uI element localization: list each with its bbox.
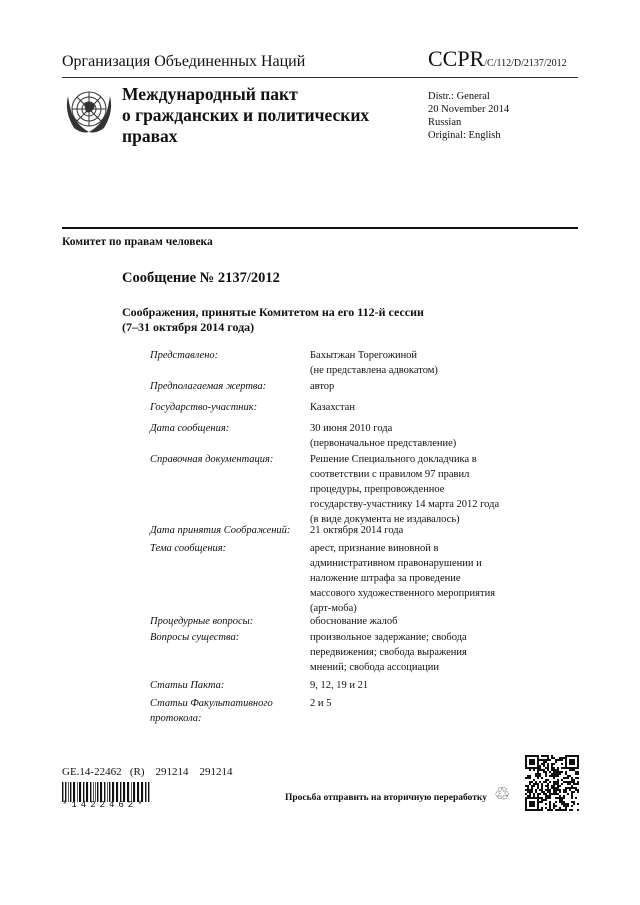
- qr-code-icon: [525, 755, 579, 811]
- detail-value-line: соответствии с правилом 97 правил: [310, 469, 470, 480]
- detail-value: [310, 614, 540, 629]
- detail-value-line: автор: [310, 381, 335, 392]
- barcode-number: *1422462*: [62, 800, 147, 810]
- detail-value: [310, 541, 540, 616]
- detail-value-line: мнений; свобода ассоциации: [310, 662, 440, 673]
- detail-value: [310, 348, 540, 378]
- title-line: о гражданских и политических: [122, 105, 370, 125]
- detail-value-line: арест, признание виновной в: [310, 543, 439, 554]
- detail-value-line: Бахытжан Торегожиной: [310, 350, 418, 361]
- section-rule: [62, 227, 578, 229]
- detail-label: Статьи Пакта:: [150, 680, 225, 691]
- date-line: 20 November 2014: [428, 104, 510, 115]
- recycle-icon: ♲: [494, 784, 511, 804]
- detail-value-line: административном правонарушении и: [310, 558, 482, 569]
- committee-name: Комитет по правам человека: [62, 236, 213, 248]
- detail-value-line: Решение Специального докладчика в: [310, 454, 477, 465]
- detail-value: [310, 630, 540, 675]
- title-line: Международный пакт: [122, 84, 298, 104]
- detail-value-line: Казахстан: [310, 402, 355, 413]
- detail-value-line: 2 и 5: [310, 698, 332, 709]
- views-heading: [122, 305, 424, 335]
- detail-value-line: массового художественного мероприятия: [310, 588, 496, 599]
- language-line: Russian: [428, 117, 462, 128]
- detail-label: Дата сообщения:: [150, 423, 230, 434]
- detail-value-line: 21 октября 2014 года: [310, 525, 404, 536]
- symbol-main: CCPR: [428, 46, 485, 71]
- detail-label: Государство-участник:: [150, 402, 258, 413]
- detail-value-line: наложение штрафа за проведение: [310, 573, 461, 584]
- detail-value-line: 9, 12, 19 и 21: [310, 680, 369, 691]
- detail-label: Процедурные вопросы:: [150, 616, 254, 627]
- detail-label: Вопросы существа:: [150, 632, 240, 643]
- detail-value-line: передвижения; свобода выражения: [310, 647, 467, 658]
- detail-value-line: (в виде документа не издавалось): [310, 514, 460, 525]
- job-number: GE.14-22462 (R) 291214 291214: [62, 766, 233, 778]
- detail-value: [310, 421, 540, 451]
- detail-value-line: (не представлена адвокатом): [310, 365, 438, 376]
- organization-name: Организация Объединенных Наций: [62, 53, 306, 70]
- original-language-line: Original: English: [428, 130, 501, 141]
- detail-value-line: процедуры, препровожденное: [310, 484, 445, 495]
- detail-value-line: (первоначальное представление): [310, 438, 457, 449]
- detail-value: [310, 678, 540, 693]
- symbol-suffix: /C/112/D/2137/2012: [484, 58, 567, 69]
- detail-label: Предполагаемая жертва:: [150, 381, 267, 392]
- distribution-line: Distr.: General: [428, 91, 490, 102]
- document-title: [122, 84, 369, 147]
- distribution-block: [428, 90, 509, 142]
- detail-value-line: обоснование жалоб: [310, 616, 398, 627]
- detail-label: Справочная документация:: [150, 454, 274, 465]
- detail-label: Тема сообщения:: [150, 543, 227, 554]
- views-line: Соображения, принятые Комитетом на его 112-й сессии: [122, 305, 424, 319]
- detail-value-line: государству-участнику 14 марта 2012 года: [310, 499, 500, 510]
- detail-value-line: 30 июня 2010 года: [310, 423, 393, 434]
- recycle-text: Просьба отправить на вторичную переработку: [285, 793, 487, 803]
- header-rule: [62, 77, 578, 78]
- detail-value: [310, 379, 540, 394]
- detail-value: [310, 523, 540, 538]
- communication-title: Сообщение № 2137/2012: [122, 270, 280, 286]
- detail-label: Статьи Факультативного протокола:: [150, 698, 273, 724]
- document-symbol: [428, 46, 567, 72]
- detail-value: [310, 400, 540, 415]
- detail-label: Представлено:: [150, 350, 219, 361]
- detail-value-line: произвольное задержание; свобода: [310, 632, 467, 643]
- detail-label: Дата принятия Соображений:: [150, 525, 291, 536]
- detail-value-line: (арт-моба): [310, 603, 357, 614]
- detail-value: [310, 696, 540, 711]
- views-line: (7–31 октября 2014 года): [122, 320, 255, 334]
- title-line: правах: [122, 126, 178, 146]
- un-emblem-icon: [62, 82, 116, 136]
- barcode-icon: [62, 782, 152, 802]
- detail-value: [310, 452, 540, 527]
